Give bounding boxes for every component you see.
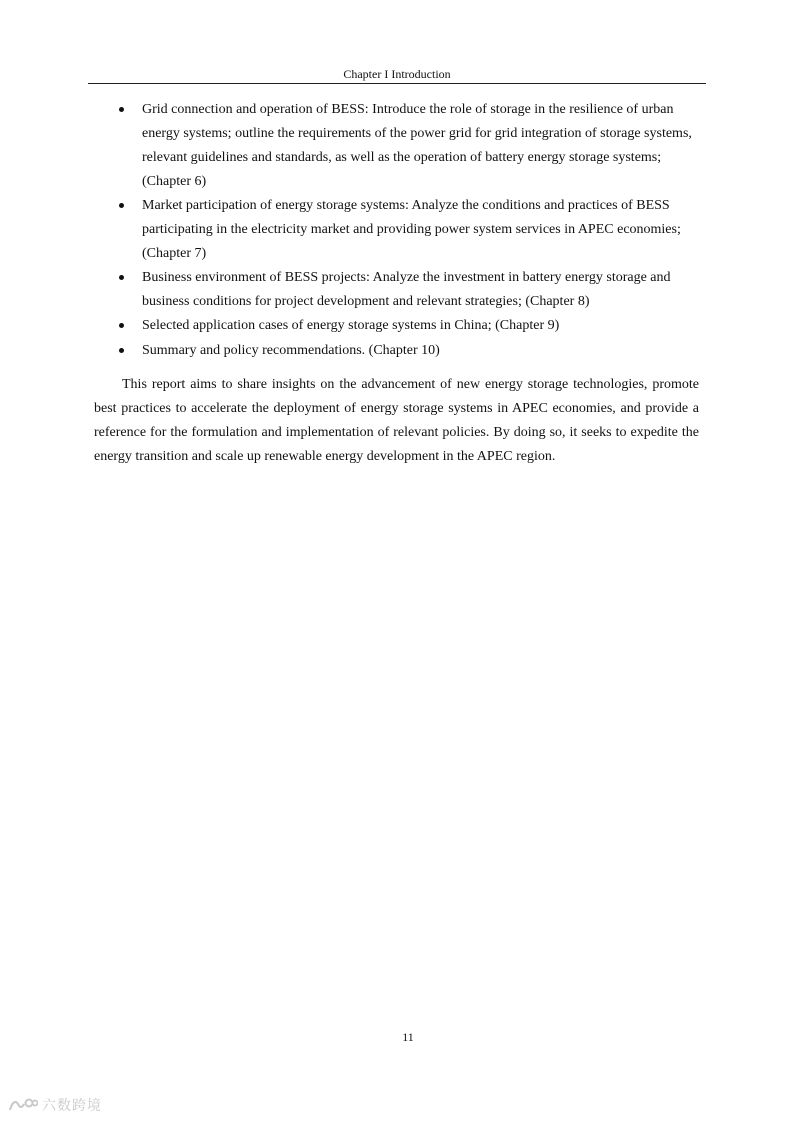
running-header: Chapter I Introduction — [343, 67, 451, 81]
logo-icon — [8, 1096, 38, 1114]
chapter-bullet-list — [94, 98, 706, 363]
bullet-icon — [119, 275, 124, 280]
bullet-icon — [119, 107, 124, 112]
body-paragraph: This report aims to share insights on the advancement of new energy storage technologies, promote best practices to accelerate the deployment of energy storage systems in APEC economies, and provide a reference for the formulation and implementation of relevant policies. By doing so, it seeks to expedite the energy transition and scale up renewable energy development in the APEC region. — [94, 377, 699, 464]
bullet-item — [94, 339, 706, 363]
bullet-item — [94, 314, 706, 338]
watermark-text: 六数跨境 — [42, 1098, 102, 1114]
bullet-text: Business environment of BESS projects: Analyze the investment in battery energy storage and business conditions for project development and relevant strategies; (Chapter 8) — [142, 270, 671, 309]
header-rule — [88, 83, 706, 84]
bullet-icon — [119, 348, 124, 353]
page-number: 11 — [402, 1030, 414, 1044]
bullet-icon — [119, 203, 124, 208]
bullet-item — [94, 194, 706, 266]
bullet-text: Grid connection and operation of BESS: Introduce the role of storage in the resilience of urban energy systems; outline the requirements of the power grid for grid integration of storage systems, relevant guidelines and standards, as well as the operation of battery energy storage systems; (Chapter 6) — [142, 102, 692, 189]
bullet-text: Summary and policy recommendations. (Chapter 10) — [142, 343, 440, 358]
watermark — [8, 1095, 102, 1115]
bullet-item — [94, 98, 706, 194]
bullet-icon — [119, 323, 124, 328]
bullet-item — [94, 266, 706, 314]
bullet-text: Selected application cases of energy storage systems in China; (Chapter 9) — [142, 318, 560, 333]
bullet-text: Market participation of energy storage systems: Analyze the conditions and practices of BESS participating in the electricity market and providing power system services in APEC economies; (Chapter 7) — [142, 198, 681, 261]
